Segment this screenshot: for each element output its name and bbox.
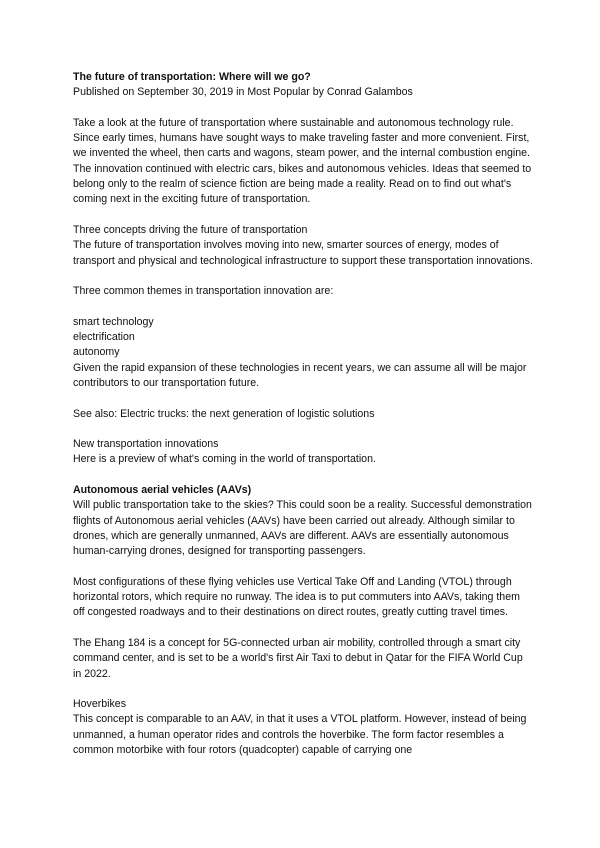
aav-paragraph-1: Will public transportation take to the skies? This could soon be a reality. Successful demonstration flights of Autonomous aerial vehicles (AAVs) have been carried out already. Although similar to drones, which are generally unmanned, AAVs are different. AAVs are essentially autonomous human-carrying drones, designed for transporting passengers.	[73, 499, 532, 558]
document-page	[73, 70, 533, 758]
intro-paragraph-2: Since early times, humans have sought ways to make traveling faster and more convenient. First, we invented the wheel, then carts and wagons, steam power, and the internal combustion engine. The innovation continued with electric cars, bikes and autonomous vehicles. Ideas that seemed to belong only to the realm of science fiction are being made a reality. Read on to find out what's coming next in the exciting future of transportation.	[73, 132, 532, 206]
article-title: The future of transportation: Where will we go?	[73, 71, 311, 83]
aav-paragraph-2: Most configurations of these flying vehicles use Vertical Take Off and Landing (VTOL) through horizontal rotors, which require no runway. The idea is to put commuters into AAVs, taking them off congested roadways and to their destinations on direct routes, greatly cutting travel times.	[73, 575, 520, 619]
innovations-heading: New transportation innovations	[73, 438, 219, 451]
theme-item: electrification	[73, 331, 135, 344]
themes-summary: Given the rapid expansion of these technologies in recent years, we can assume all will be major contributors to our transportation future.	[73, 361, 527, 389]
innovations-paragraph: Here is a preview of what's coming in the world of transportation.	[73, 453, 376, 466]
concepts-heading: Three concepts driving the future of transportation	[73, 223, 308, 236]
theme-item: smart technology	[73, 315, 154, 328]
hoverbikes-paragraph: This concept is comparable to an AAV, in that it uses a VTOL platform. However, instead of being unmanned, a human operator rides and controls the hoverbike. The form factor resembles a common motorbike with four rotors (quadcopter) capable of carrying one	[73, 713, 527, 757]
concepts-paragraph: The future of transportation involves moving into new, smarter sources of energy, modes of transport and physical and technological infrastructure to support these transportation innovations.	[73, 239, 533, 267]
aav-heading: Autonomous aerial vehicles (AAVs)	[73, 484, 252, 497]
theme-item: autonomy	[73, 346, 120, 359]
hoverbikes-heading: Hoverbikes	[73, 698, 126, 711]
see-also-line: See also: Electric trucks: the next generation of logistic solutions	[73, 407, 375, 420]
themes-intro: Three common themes in transportation innovation are:	[73, 285, 334, 298]
article-byline: Published on September 30, 2019 in Most Popular by Conrad Galambos	[73, 86, 413, 99]
intro-paragraph-1: Take a look at the future of transportation where sustainable and autonomous technology rule.	[73, 116, 514, 129]
aav-paragraph-3: The Ehang 184 is a concept for 5G-connected urban air mobility, controlled through a smart city command center, and is set to be a world's first Air Taxi to debut in Qatar for the FIFA World Cup in 2022.	[73, 636, 523, 680]
